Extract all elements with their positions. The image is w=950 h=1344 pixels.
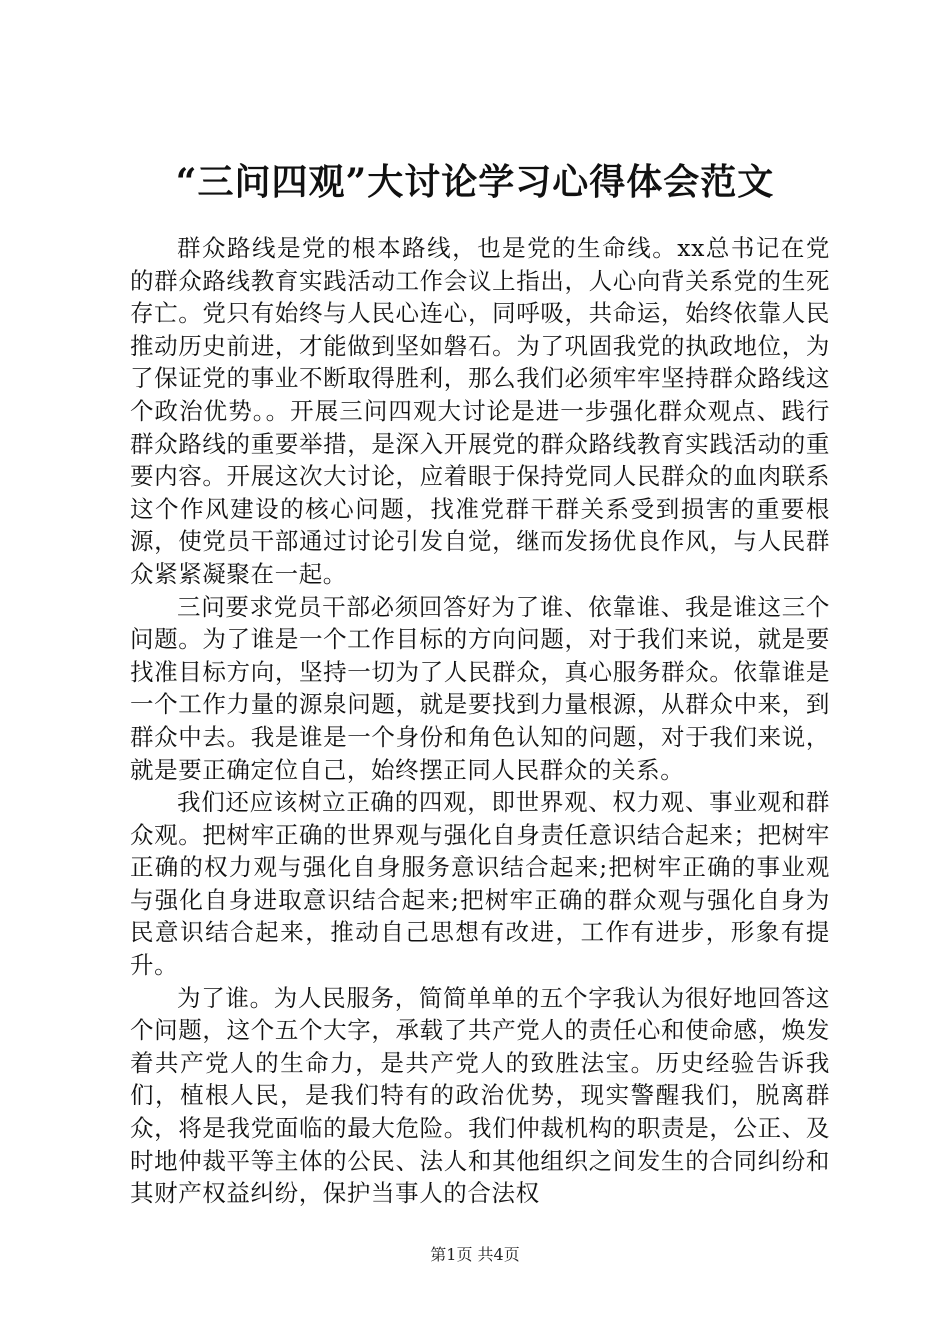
paragraph-2: 三问要求党员干部必须回答好为了谁、依靠谁、我是谁这三个问题。为了谁是一个工作目标的方向问题，对于我们来说，就是要找准目标方向，坚持一切为了人民群众，真心服务群众。依靠谁是一个工作力量的源泉问题，就是要找到力量根源，从群众中来，到群众中去。我是谁是一个身份和角色认知的问题，对于我们来说，就是要正确定位自己，始终摆正同人民群众的关系。 [130,592,830,784]
paragraph-1: 群众路线是党的根本路线，也是党的生命线。xx总书记在党的群众路线教育实践活动工作会议上指出，人心向背关系党的生死存亡。党只有始终与人民心连心，同呼吸，共命运，始终依靠人民推动历史前进，才能做到坚如磐石。为了巩固我党的执政地位，为了保证党的事业不断取得胜利，那么我们必须牢牢坚持群众路线这个政治优势。。开展三问四观大讨论是进一步强化群众观点、践行群众路线的重要举措，是深入开展党的群众路线教育实践活动的重要内容。开展这次大讨论，应着眼于保持党同人民群众的血肉联系这个作风建设的核心问题，找准党群干群关系受到损害的重要根源，使党员干部通过讨论引发自觉，继而发扬优良作风，与人民群众紧紧凝聚在一起。 [130,234,830,588]
paragraph-3: 我们还应该树立正确的四观，即世界观、权力观、事业观和群众观。把树牢正确的世界观与强化自身责任意识结合起来；把树牢正确的权力观与强化自身服务意识结合起来;把树牢正确的事业观与强化自身进取意识结合起来;把树牢正确的群众观与强化自身为民意识结合起来，推动自己思想有改进，工作有进步，形象有提升。 [130,788,830,980]
page-title: “三问四观”大讨论学习心得体会范文 [175,161,775,203]
document-body [130,232,830,1210]
page-number-footer: 第1页 共4页 [430,1245,520,1264]
paragraph-4: 为了谁。为人民服务，简简单单的五个字我认为很好地回答这个问题，这个五个大字，承载了共产党人的责任心和使命感，焕发着共产党人的生命力，是共产党人的致胜法宝。历史经验告诉我们，植根人民，是我们特有的政治优势，现实警醒我们，脱离群众，将是我党面临的最大危险。我们仲裁机构的职责是，公正、及时地仲裁平等主体的公民、法人和其他组织之间发生的合同纠纷和其财产权益纠纷，保护当事人的合法权 [130,983,830,1208]
